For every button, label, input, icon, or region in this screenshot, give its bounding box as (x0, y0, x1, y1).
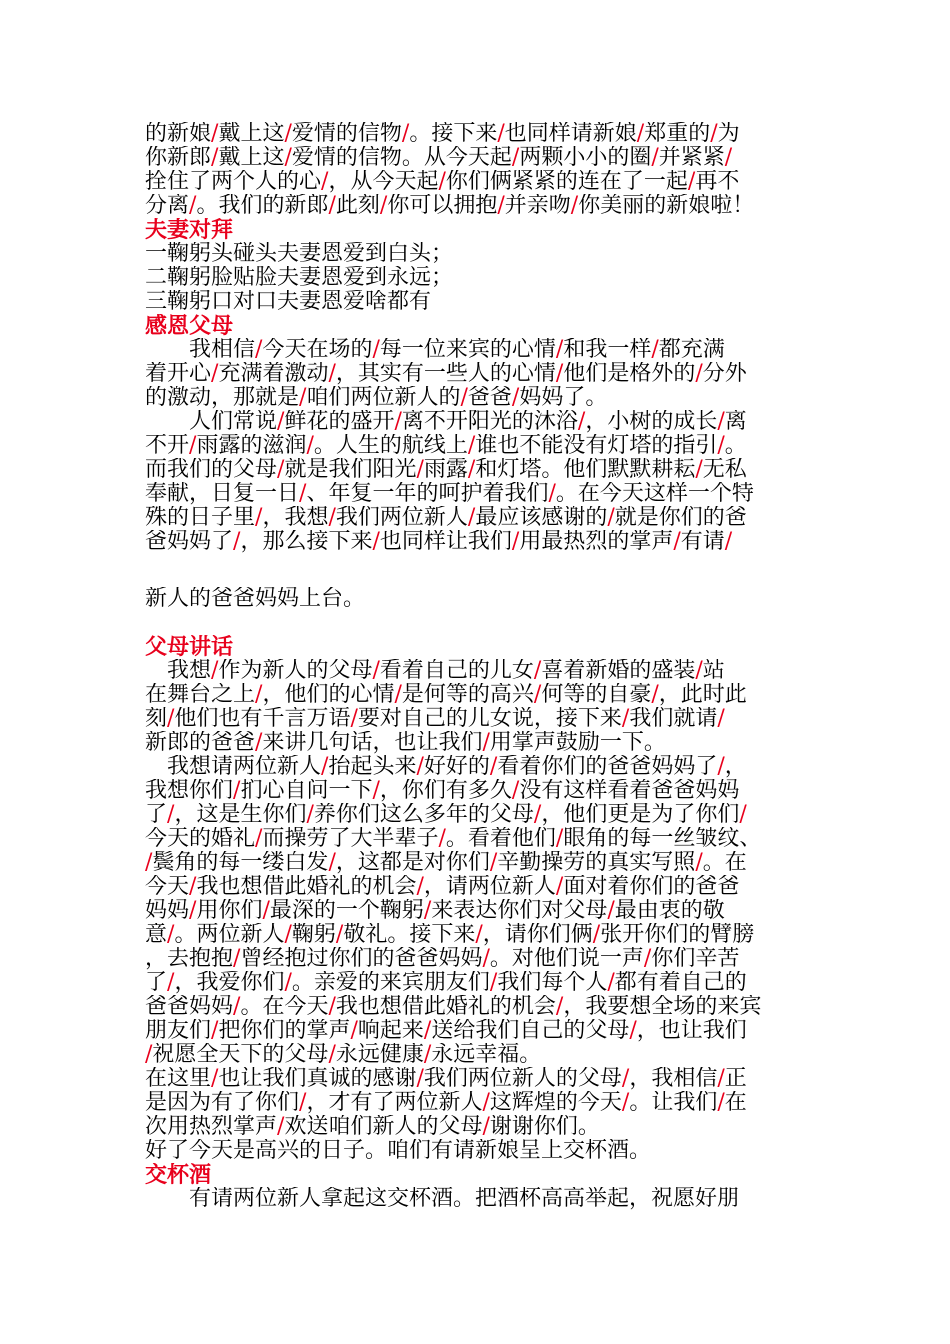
slash-separator: / (299, 1091, 307, 1115)
slash-separator: / (145, 1043, 153, 1067)
slash-separator: / (555, 995, 564, 1019)
slash-separator: / (438, 170, 446, 194)
slash-separator: / (233, 779, 241, 803)
slash-separator: / (167, 707, 175, 731)
body-line: 意/。两位新人/鞠躬/敬礼。接下来/，请你们俩/张开你们的臂膀 (145, 923, 755, 947)
slash-separator: / (211, 122, 219, 146)
slash-separator: / (416, 1067, 424, 1091)
slash-separator: / (555, 827, 564, 851)
slash-separator: / (511, 146, 520, 170)
slash-separator: / (717, 707, 725, 731)
slash-separator: / (189, 434, 197, 458)
slash-separator: / (482, 1091, 490, 1115)
body-line: 二鞠躬脸贴脸夫妻恩爱到永远； (145, 266, 454, 290)
slash-separator: / (255, 731, 263, 755)
body-line: 了/，我爱你们/。亲爱的来宾朋友们/我们每个人/都有着自己的 (145, 971, 747, 995)
slash-separator: / (482, 731, 490, 755)
slash-separator: / (511, 386, 520, 410)
slash-separator: / (394, 683, 402, 707)
slash-separator: / (489, 971, 498, 995)
slash-separator: / (651, 146, 659, 170)
body-line: 奉献，日复一日/、年复一年的呵护着我们/。在今天这样一个特 (145, 482, 754, 506)
slash-separator: / (739, 803, 747, 827)
slash-separator: / (497, 122, 505, 146)
slash-separator: / (328, 995, 336, 1019)
slash-separator: / (189, 899, 197, 923)
slash-separator: / (467, 458, 476, 482)
body-line: 我相信/今天在场的/每一位来宾的心情/和我一样/都充满 (145, 338, 725, 362)
slash-separator: / (299, 482, 307, 506)
body-line: 而我们的父母/就是我们阳光/雨露/和灯塔。他们默默耕耘/无私 (145, 458, 747, 482)
slash-separator: / (328, 851, 336, 875)
slash-separator: / (570, 194, 579, 218)
slash-separator: / (511, 530, 520, 554)
slash-separator: / (211, 146, 219, 170)
section-heading-wine: 交杯酒 (145, 1163, 212, 1187)
body-line: 人们常说/鲜花的盛开/离不开阳光的沐浴/，小树的成长/离 (145, 410, 747, 434)
body-line: 在这里/也让我们真诚的感谢/我们两位新人的父母/，我相信/正 (145, 1067, 747, 1091)
slash-separator: / (717, 1067, 725, 1091)
body-line: 新郎的爸爸/来讲几句话，也让我们/用掌声鼓励一下。 (145, 731, 666, 755)
slash-separator: / (145, 851, 153, 875)
slash-separator: / (401, 122, 410, 146)
slash-separator: / (607, 506, 615, 530)
body-line: ，去抱抱/曾经抱过你们的爸爸妈妈/。对他们说一声/你们辛苦 (145, 947, 740, 971)
section-heading-bow: 夫妻对拜 (145, 218, 234, 242)
slash-separator: / (423, 899, 432, 923)
slash-separator: / (482, 1115, 490, 1139)
slash-separator: / (277, 410, 285, 434)
body-line: 是因为有了你们/，才有了两位新人/这辉煌的今天/。让我们/在 (145, 1091, 747, 1115)
slash-separator: / (189, 194, 197, 218)
body-line: 拴住了两个人的心/，从今天起/你们俩紧紧的连在了一起/再不 (145, 170, 740, 194)
slash-separator: / (717, 434, 725, 458)
slash-separator: / (189, 875, 197, 899)
slash-separator: / (607, 971, 615, 995)
slash-separator: / (255, 338, 263, 362)
slash-separator: / (262, 899, 270, 923)
slash-separator: / (328, 1043, 336, 1067)
slash-separator: / (489, 851, 498, 875)
slash-separator: / (167, 971, 175, 995)
slash-separator: / (643, 947, 652, 971)
slash-separator: / (284, 146, 292, 170)
body-line: 一鞠躬头碰头夫妻恩爱到白头； (145, 242, 454, 266)
body-line: 我想/作为新人的父母/看着自己的儿女/喜着新婚的盛装/站 (145, 659, 725, 683)
paragraph-gap (145, 611, 810, 635)
slash-separator: / (335, 923, 344, 947)
slash-separator: / (497, 194, 505, 218)
slash-separator: / (651, 683, 659, 707)
slash-separator: / (372, 779, 380, 803)
slash-separator: / (394, 410, 402, 434)
slash-separator: / (284, 971, 292, 995)
slash-separator: / (621, 1091, 630, 1115)
slash-separator: / (372, 530, 380, 554)
slash-separator: / (255, 506, 263, 530)
slash-separator: / (277, 1115, 285, 1139)
body-line: 在舞台之上/，他们的心情/是何等的高兴/何等的自豪/，此时此 (145, 683, 747, 707)
body-line: 好了今天是高兴的日子。咱们有请新娘呈上交杯酒。 (145, 1139, 652, 1163)
slash-separator: / (607, 899, 615, 923)
body-line: 朋友们/把你们的掌声/响起来/送给我们自己的父母/，也让我们 (145, 1019, 747, 1043)
slash-separator: / (555, 362, 564, 386)
slash-separator: / (438, 827, 446, 851)
slash-separator: / (467, 434, 476, 458)
body-line: 今天/我也想借此婚礼的机会/，请两位新人/面对着你们的爸爸 (145, 875, 740, 899)
slash-separator: / (555, 338, 564, 362)
slash-separator: / (423, 1019, 432, 1043)
body-line: 不开/雨露的滋润/。人生的航线上/谁也不能没有灯塔的指引/。 (145, 434, 747, 458)
slash-separator: / (379, 194, 388, 218)
body-line: 的激动，那就是/咱们两位新人的/爸爸/妈妈了。 (145, 386, 608, 410)
slash-separator: / (533, 683, 542, 707)
slash-separator: / (328, 194, 336, 218)
slash-separator: / (695, 851, 703, 875)
slash-separator: / (299, 386, 307, 410)
slash-separator: / (306, 803, 314, 827)
slash-separator: / (651, 338, 659, 362)
slash-separator: / (533, 659, 542, 683)
slash-separator: / (255, 683, 263, 707)
body-line: 新人的爸爸妈妈上台。 (145, 587, 366, 611)
document-body-2 (145, 587, 810, 1211)
body-line: 次用热烈掌声/欢送咱们新人的父母/谢谢你们。 (145, 1115, 600, 1139)
body-line: 刻/他们也有千言万语/要对自己的儿女说，接下来/我们就请/ (145, 707, 725, 731)
slash-separator: / (717, 1091, 725, 1115)
body-line: 的新娘/戴上这/爱情的信物/。接下来/也同样请新娘/郑重的/为 (145, 122, 740, 146)
body-line: 分离/。我们的新郎/此刻/你可以拥抱/并亲吻/你美丽的新娘啦！ (145, 194, 755, 218)
slash-separator: / (710, 122, 718, 146)
slash-separator: / (687, 170, 696, 194)
slash-separator: / (724, 146, 733, 170)
slash-separator: / (306, 434, 314, 458)
slash-separator: / (167, 803, 175, 827)
slash-separator: / (416, 755, 424, 779)
slash-separator: / (629, 1019, 637, 1043)
slash-separator: / (211, 362, 219, 386)
body-line: 殊的日子里/，我想/我们两位新人/最应该感谢的/就是你们的爸 (145, 506, 747, 530)
slash-separator: / (211, 1067, 219, 1091)
slash-separator: / (233, 995, 241, 1019)
body-line: 我想你们/扪心自问一下/，你们有多久/没有这样看着爸爸妈妈 (145, 779, 740, 803)
body-line: 爸妈妈了/，那么接下来/也同样让我们/用最热烈的掌声/有请/ (145, 530, 733, 554)
slash-separator: / (511, 779, 520, 803)
section-heading-thank-parents: 感恩父母 (145, 314, 234, 338)
slash-separator: / (636, 122, 645, 146)
body-line: 有请两位新人拿起这交杯酒。把酒杯高高举起，祝愿好朋 (145, 1187, 740, 1211)
slash-separator: / (416, 875, 424, 899)
slash-separator: / (211, 659, 219, 683)
slash-separator: / (321, 170, 329, 194)
slash-separator: / (460, 386, 468, 410)
section-heading-parents-speech: 父母讲话 (145, 635, 234, 659)
slash-separator: / (277, 458, 285, 482)
body-line: 三鞠躬口对口夫妻恩爱啥都有 (145, 290, 432, 314)
body-line: 妈妈/用你们/最深的一个鞠躬/来表达你们对父母/最由衷的敬 (145, 899, 725, 923)
slash-separator: / (489, 755, 498, 779)
slash-separator: / (482, 947, 490, 971)
slash-separator: / (372, 338, 380, 362)
slash-separator: / (211, 1019, 219, 1043)
slash-separator: / (350, 707, 358, 731)
slash-separator: / (233, 947, 241, 971)
slash-separator: / (724, 530, 733, 554)
body-line: 了/，这是生你们/养你们这么多年的父母/，他们更是为了你们/ (145, 803, 747, 827)
body-line: 你新郎/戴上这/爱情的信物。从今天起/两颗小小的圈/并紧紧/ (145, 146, 733, 170)
slash-separator: / (416, 458, 424, 482)
slash-separator: / (255, 827, 263, 851)
body-line: 着开心/充满着激动/，其实有一些人的心情/他们是格外的/分外 (145, 362, 747, 386)
slash-separator: / (475, 923, 483, 947)
body-line: 爸爸妈妈/。在今天/我也想借此婚礼的机会/，我要想全场的来宾 (145, 995, 762, 1019)
slash-separator: / (284, 923, 292, 947)
slash-separator: / (328, 506, 336, 530)
body-line: 我想请两位新人/抬起头来/好好的/看着你们的爸爸妈妈了/， (145, 755, 747, 779)
slash-separator: / (621, 707, 630, 731)
slash-separator: / (467, 506, 476, 530)
body-line: /鬓角的每一缕白发/，这都是对你们/辛勤操劳的真实写照/。在 (145, 851, 747, 875)
slash-separator: / (372, 659, 380, 683)
slash-separator: / (321, 755, 329, 779)
slash-separator: / (167, 923, 175, 947)
slash-separator: / (717, 755, 725, 779)
slash-separator: / (621, 1067, 630, 1091)
slash-separator: / (592, 923, 601, 947)
body-line: /祝愿全天下的父母/永远健康/永远幸福。 (145, 1043, 542, 1067)
document-body (145, 122, 810, 554)
slash-separator: / (555, 875, 564, 899)
slash-separator: / (350, 1019, 358, 1043)
slash-separator: / (673, 530, 681, 554)
slash-separator: / (548, 482, 556, 506)
slash-separator: / (233, 530, 241, 554)
slash-separator: / (695, 659, 703, 683)
body-line: 今天的婚礼/而操劳了大半辈子/。看着他们/眼角的每一丝皱纹、 (145, 827, 762, 851)
slash-separator: / (695, 362, 703, 386)
slash-separator: / (695, 458, 703, 482)
slash-separator: / (717, 410, 725, 434)
slash-separator: / (423, 1043, 432, 1067)
slash-separator: / (284, 122, 292, 146)
slash-separator: / (533, 803, 542, 827)
slash-separator: / (577, 410, 586, 434)
slash-separator: / (328, 362, 336, 386)
